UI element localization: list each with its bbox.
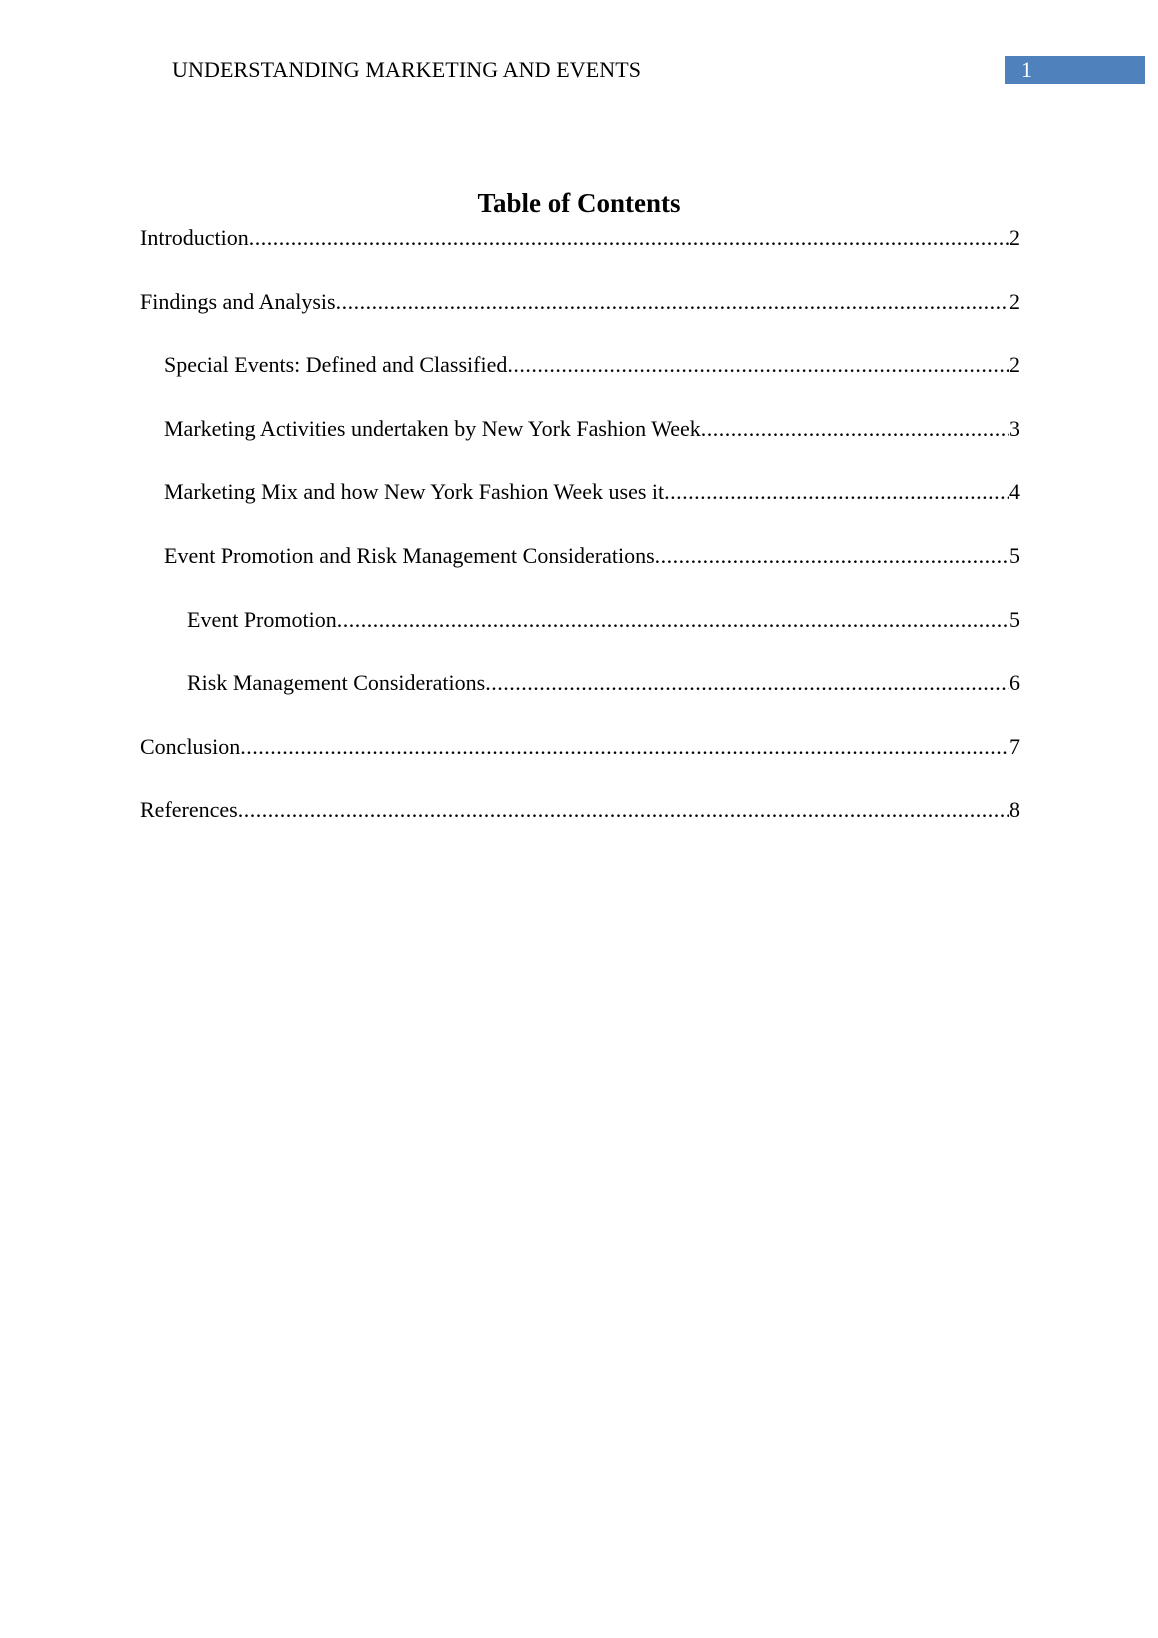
toc-dot-leader [485, 667, 1009, 699]
toc-entry-label: Event Promotion [187, 606, 337, 632]
toc-entry-event-promotion[interactable] [140, 604, 1020, 636]
toc-dot-leader [507, 349, 1009, 381]
toc-entry-marketing-activities[interactable] [140, 413, 1020, 445]
toc-dot-leader [337, 604, 1009, 636]
toc-entry-page: 2 [1009, 288, 1020, 314]
toc-entry-page: 2 [1009, 352, 1020, 378]
toc-entry-label: Risk Management Considerations [187, 670, 486, 696]
toc-entry-page: 4 [1009, 479, 1020, 505]
toc-dot-leader [701, 413, 1009, 445]
toc-dot-leader [664, 476, 1009, 508]
toc-entry-label: Event Promotion and Risk Management Considerations [164, 542, 655, 568]
toc-entry-label: Conclusion [140, 733, 241, 759]
toc-entry-page: 2 [1009, 225, 1020, 250]
toc-entry-findings-and-analysis[interactable] [140, 286, 1020, 318]
toc-entry-conclusion[interactable] [140, 731, 1020, 763]
toc-entry-marketing-mix[interactable] [140, 476, 1020, 508]
toc-entry-page: 6 [1009, 670, 1020, 696]
toc-entry-label: Marketing Activities undertaken by New York Fashion Week [164, 415, 701, 441]
toc-entry-page: 7 [1009, 733, 1020, 759]
toc-entry-risk-management[interactable] [140, 667, 1020, 699]
toc-entry-page: 5 [1009, 542, 1020, 568]
toc-entry-label: Findings and Analysis [140, 288, 336, 314]
page-number: 1 [1021, 57, 1032, 82]
table-of-contents [140, 222, 1020, 858]
toc-entry-label: Marketing Mix and how New York Fashion Week uses it [164, 479, 665, 505]
toc-dot-leader [238, 794, 1009, 826]
toc-dot-leader [249, 222, 1009, 254]
toc-entry-label: Special Events: Defined and Classified [164, 352, 508, 378]
toc-entry-page: 5 [1009, 606, 1020, 632]
toc-dot-leader [240, 731, 1009, 763]
toc-entry-special-events[interactable] [140, 349, 1020, 381]
page-number-badge [1005, 56, 1145, 84]
toc-entry-page: 3 [1009, 415, 1020, 441]
toc-entry-references[interactable] [140, 794, 1020, 826]
toc-entry-introduction[interactable] [140, 222, 1020, 254]
toc-entry-event-promotion-and-risk[interactable] [140, 540, 1020, 572]
toc-entry-page: 8 [1009, 797, 1020, 823]
toc-dot-leader [336, 286, 1009, 318]
running-header-title: UNDERSTANDING MARKETING AND EVENTS [172, 57, 642, 82]
toc-dot-leader [655, 540, 1009, 572]
toc-title: Table of Contents [477, 188, 681, 218]
toc-entry-label: Introduction [140, 225, 249, 250]
toc-entry-label: References [140, 797, 238, 823]
